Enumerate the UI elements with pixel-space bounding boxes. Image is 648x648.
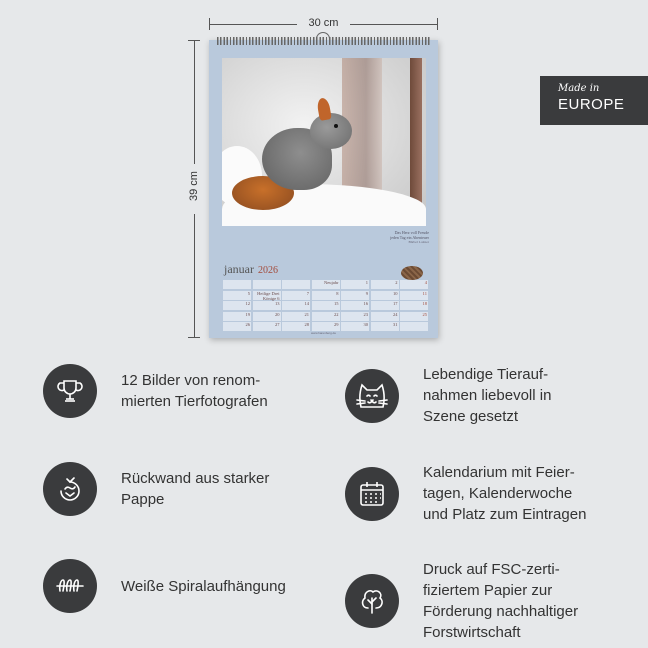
spiral-icon xyxy=(43,559,97,613)
feature-line: Rückwand aus starker xyxy=(121,470,270,487)
day-cell: 8 xyxy=(312,291,340,300)
hanger-hook xyxy=(316,32,330,40)
day-cell: 23 xyxy=(341,312,369,321)
dimension-cap xyxy=(437,18,438,30)
day-cell: 20 xyxy=(253,312,281,321)
day-cell: 22 xyxy=(312,312,340,321)
day-cell: 17 xyxy=(371,301,399,310)
day-cell: 31 xyxy=(371,322,399,331)
day-cell: 16 xyxy=(341,301,369,310)
day-cell xyxy=(400,322,428,331)
badge-script: Made in xyxy=(558,83,600,94)
day-cell: 24 xyxy=(371,312,399,321)
feature-fsc-paper xyxy=(345,559,578,643)
feature-line: Druck auf FSC-zerti- xyxy=(423,561,560,578)
height-label: 39 cm xyxy=(188,171,200,201)
feature-text xyxy=(121,468,269,510)
feature-calendarium xyxy=(345,462,586,525)
dimension-cap xyxy=(188,337,200,338)
feature-line: nahmen liebevoll in xyxy=(423,387,552,404)
feature-animal-photos xyxy=(345,364,551,427)
day-cell: 27 xyxy=(253,322,281,331)
day-cell: 28 xyxy=(282,322,310,331)
calendar-icon xyxy=(345,467,399,521)
day-cell: 30 xyxy=(341,322,369,331)
trophy-icon xyxy=(43,364,97,418)
day-cell: 18 xyxy=(400,301,428,310)
calendar-preview xyxy=(209,40,438,338)
day-cell: 11 xyxy=(400,291,428,300)
day-cell: Neujahr xyxy=(312,280,340,289)
calendar-footer: www.harenberg.de xyxy=(310,331,336,335)
width-label: 30 cm xyxy=(308,17,339,29)
tree-icon xyxy=(345,574,399,628)
day-cell: 12 xyxy=(223,301,251,310)
day-cell: 15 xyxy=(312,301,340,310)
feature-line: Förderung nachhaltiger xyxy=(423,603,579,620)
recycle-board-icon xyxy=(43,462,97,516)
feature-spiral xyxy=(43,559,286,613)
day-cell: 7 xyxy=(282,291,310,300)
day-cell: 13 xyxy=(253,301,281,310)
month-name: januar xyxy=(224,262,254,276)
pine-cone-illustration xyxy=(401,266,423,280)
day-cell: 4 xyxy=(400,280,428,289)
feature-line: und Platz zum Eintragen xyxy=(423,506,587,523)
day-cell: 2 xyxy=(371,280,399,289)
day-cell: Heilige Drei Könige 6 xyxy=(253,291,281,300)
day-cell: 19 xyxy=(223,312,251,321)
feature-line: Weiße Spiralaufhängung xyxy=(121,577,286,595)
dimension-line xyxy=(350,24,438,25)
day-cell: 29 xyxy=(312,322,340,331)
dimension-line xyxy=(194,214,195,338)
feature-line: 12 Bilder von renom- xyxy=(121,372,261,389)
day-cell: 10 xyxy=(371,291,399,300)
feature-text xyxy=(423,559,578,643)
feature-line: Kalendarium mit Feier- xyxy=(423,464,575,481)
month-title xyxy=(224,262,278,277)
day-cell: 25 xyxy=(400,312,428,321)
day-cell xyxy=(253,280,281,289)
feature-line: mierten Tierfotografen xyxy=(121,393,268,410)
day-cell: 5 xyxy=(223,291,251,300)
feature-text xyxy=(423,364,551,427)
quote-line: Das Herz voll Freude xyxy=(394,230,429,235)
day-cell: 14 xyxy=(282,301,310,310)
day-cell xyxy=(223,280,251,289)
quote-author: Bärbel Lottner xyxy=(408,240,429,244)
day-cell: 1 xyxy=(341,280,369,289)
day-cell xyxy=(282,280,310,289)
feature-line: Lebendige Tierauf- xyxy=(423,366,549,383)
feature-backboard xyxy=(43,462,269,516)
feature-line: Forstwirtschaft xyxy=(423,624,521,641)
squirrel-photo xyxy=(222,58,426,226)
calendar-quote xyxy=(329,230,429,245)
feature-line: fiziertem Papier zur xyxy=(423,582,553,599)
quote-line: jeden Tag ein Abenteuer xyxy=(390,235,429,240)
feature-line: tagen, Kalenderwoche xyxy=(423,485,573,502)
day-cell: 9 xyxy=(341,291,369,300)
month-year: 2026 xyxy=(257,265,278,276)
made-in-europe-badge xyxy=(540,76,648,125)
day-cell: 26 xyxy=(223,322,251,331)
badge-title: EUROPE xyxy=(558,96,625,113)
feature-text xyxy=(121,370,268,412)
height-dimension xyxy=(188,40,202,338)
day-cell: 21 xyxy=(282,312,310,321)
feature-text xyxy=(121,576,286,597)
dimension-line xyxy=(194,40,195,164)
feature-line: Pappe xyxy=(121,491,165,508)
width-dimension xyxy=(209,18,438,30)
calendar-grid xyxy=(223,280,428,331)
feature-text xyxy=(423,462,586,525)
feature-line: Szene gesetzt xyxy=(423,408,519,425)
feature-photographers xyxy=(43,364,268,418)
cat-icon xyxy=(345,369,399,423)
